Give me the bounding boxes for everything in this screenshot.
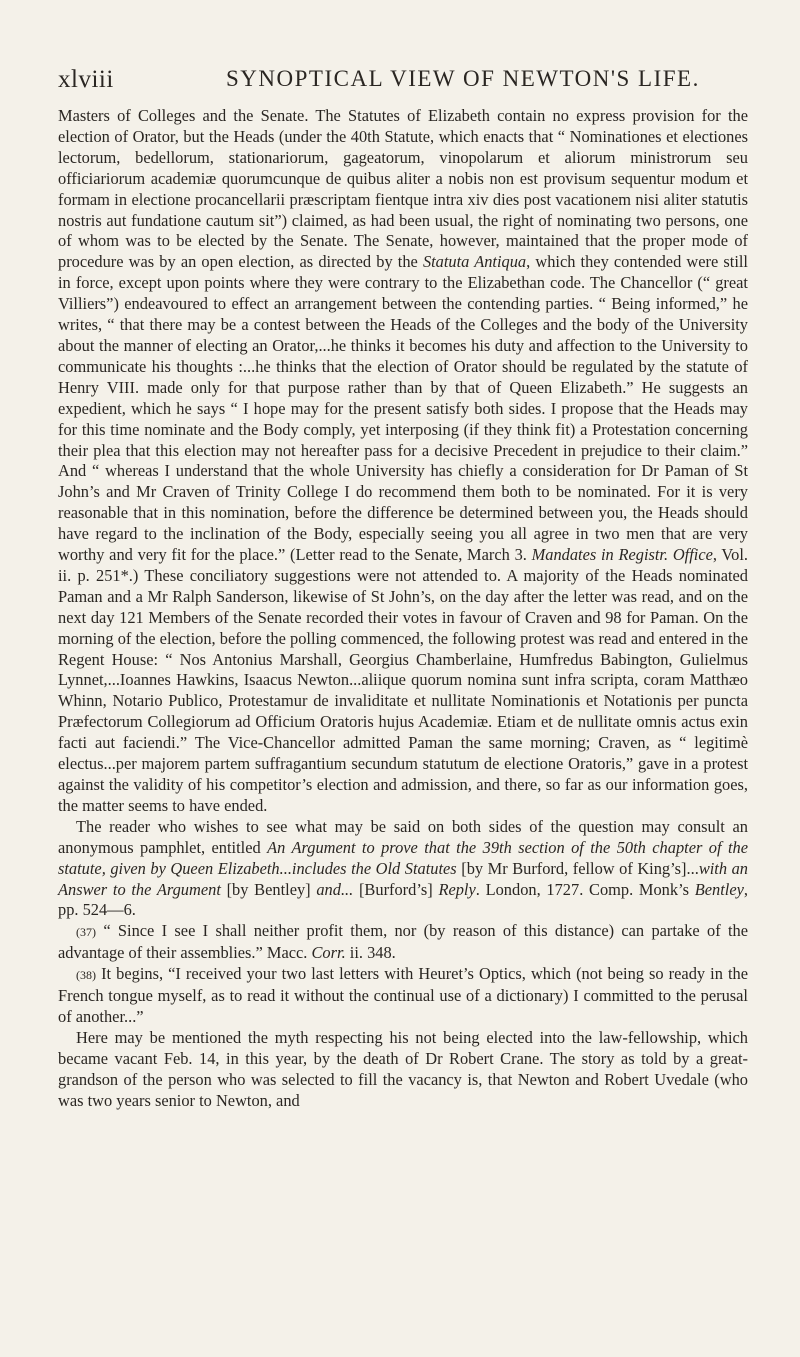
text-run: , which they contended were still in force, except upon points where they were contrary to the Elizabethan code. The Chancellor (“ great Villiers”) endeavoured to effect an arrangement between the contending parties. “ Being informed,” he writes, “ that there may be a contest between the Heads of the Colleges and the body of the University about the manner of electing an Orator,...he thinks it becomes his duty and affection to the University to communicate his thoughts :...he thinks that the election of Orator should be regulated by the statute of Henry VIII. made only for that purpose rather than by that of Queen Elizabeth.” He suggests an expedient, which he says “ I hope may for the present satisfy both sides. I propose that the Heads may for this time nominate and the Body comply, yet interposing (if they think fit) a Protestation concerning their plea that this election may not hereafter pass for a decisive Precedent in prejudice to their claim.” And “ whereas I understand that the whole University has chiefly a consideration for Dr Paman of St John’s and Mr Craven of Trinity College I do recommend them both to be nominated. For it is very reasonable that in this nomination, before the difference be determined between you, the Heads should have regard to the inclination of the Body, especially seeing you all agree in two men that are very worthy and very fit for the place.” (Letter read to the Senate, March 3. <box>58 252 748 565</box>
paragraph-pamphlet-reference <box>58 817 748 922</box>
italic-text: An Argument to prove that the 39th section of the 50th chapter of the statute, given by Queen Elizabeth...includes the Old Statutes <box>58 837 748 878</box>
paragraph-orator-election <box>58 106 748 817</box>
italic-text: Bentley <box>694 879 744 899</box>
text-run: It begins, “I received your two last letters with Heuret’s Optics, which (not being so ready in the French tongue myself, as to read it without the continual use of a dictionary) I committed to the perusal of another...” <box>58 964 748 1026</box>
italic-text: and... <box>316 879 354 899</box>
italic-text: Mandates in Registr. Office <box>531 545 713 565</box>
running-head <box>58 66 748 106</box>
book-page <box>58 66 748 1112</box>
italic-text: with an Answer to the Argument <box>58 858 748 899</box>
text-run: ii. 348. <box>345 943 396 963</box>
italic-text: Statuta Antiqua <box>422 252 527 272</box>
note-number: (38) <box>76 968 96 983</box>
text-run: The reader who wishes to see what may be said on both sides of the question may consult an anonymous pamphlet, entitled <box>58 816 748 857</box>
text-run: “ Since I see I shall neither profit them, nor (by reason of this distance) can partake of the advantage of their assemblies.” Macc. <box>58 921 748 963</box>
text-run: Here may be mentioned the myth respecting his not being elected into the law-fellowship, which became vacant Feb. 14, in this year, by the death of Dr Robert Crane. The story as told by a great-grandson of the person who was selected to fill the vacancy is, that Newton and Robert Uvedale (who was two years senior to Newton, and <box>58 1027 748 1110</box>
italic-text: Corr. <box>311 943 346 963</box>
text-run: [by Mr Burford, fellow of King’s]... <box>456 858 699 878</box>
page-number: xlviii <box>58 66 114 93</box>
text-run: Masters of Colleges and the Senate. The Statutes of Elizabeth contain no express provision for the election of Orator, but the Heads (under the 40th Statute, which enacts that “ Nominationes et electiones lectorum, bedellorum, stationariorum, gageatorum, vinopolarum et aliorum ministrorum seu officiariorum academiæ quorumcunque de quibus aliter a nobis non est provisum sequentur modum et formam in electione procancellarii præscriptam fientque intra xiv dies post vacationem nisi aliter statutis nostris aut fundatione cautum sit”) claimed, as had been usual, the right of nominating two persons, one of whom was to be elected by the Senate. The Senate, however, maintained that the proper mode of procedure was by an open election, as directed by the <box>58 106 748 272</box>
paragraph-law-fellowship <box>58 1028 748 1112</box>
text-run: , Vol. ii. p. 251*.) These conciliatory suggestions were not attended to. A majority of the Heads nominated Paman and a Mr Ralph Sanderson, likewise of St John’s, on the day after the letter was read, and on the next day 121 Members of the Senate recorded their votes in favour of Craven and 98 for Paman. On the morning of the election, before the polling commenced, the following protest was read and entered in the Regent House: “ Nos Antonius Marshall, Georgius Chamberlaine, Humfredus Babington, Gulielmus Lynnet,...Ioannes Hawkins, Isaacus Newton...aliique quorum nomina sunt infra scripta, coram Matthæo Whinn, Notario Publico, Protestamur de invaliditate et nullitate Nominationis et Notationis per puncta Præfectorum Collegiorum ad Officium Oratoris hujus Academiæ. Etiam et de nullitate omnis actus exin facti aut faciendi.” The Vice-Chancellor admitted Paman the same morning; Craven, as “ legitimè electus...per majorem partem suffragantium secundum statutum de electione Oratoris,” gave in a protest against the validity of his competitor’s election and admission, and there, so far as our information goes, the matter seems to have ended. <box>58 545 748 815</box>
text-run: , pp. 524—6. <box>58 879 748 920</box>
text-run: [Burford’s] <box>353 879 439 899</box>
note-38 <box>58 964 748 1028</box>
note-number: (37) <box>76 925 96 940</box>
running-title: SYNOPTICAL VIEW OF NEWTON'S LIFE. <box>226 66 700 91</box>
text-run: [by Bentley] <box>220 879 317 899</box>
body-text <box>58 106 748 1112</box>
note-37 <box>58 921 748 964</box>
text-run: . London, 1727. Comp. Monk’s <box>475 879 695 899</box>
italic-text: Reply <box>438 879 476 899</box>
